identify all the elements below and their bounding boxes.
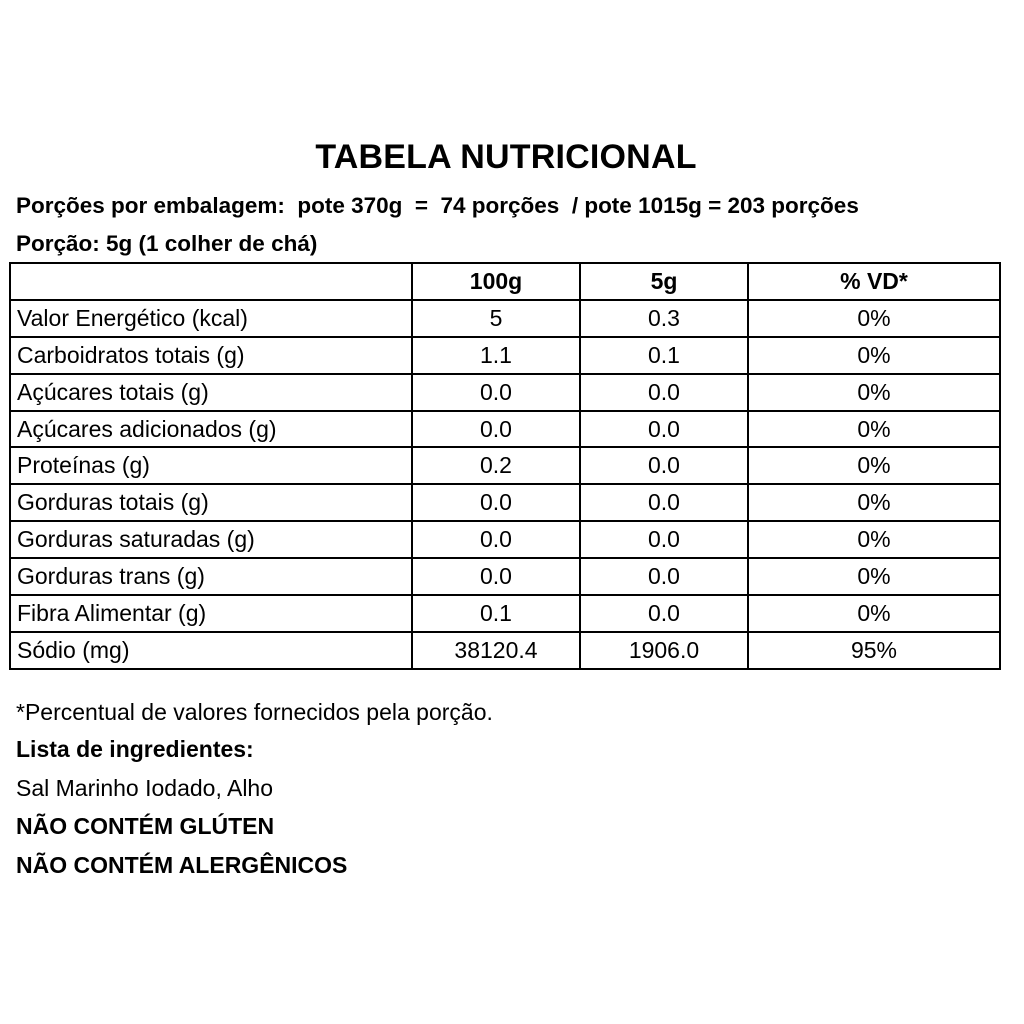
daily-value: 95% [748,632,1000,669]
daily-value-footnote: *Percentual de valores fornecidos pela porção. [16,699,493,725]
value-per-100g: 5 [412,300,580,337]
page-title: TABELA NUTRICIONAL [315,138,697,176]
nutrient-label: Proteínas (g) [10,447,412,484]
header-per-100g: 100g [412,263,580,300]
daily-value: 0% [748,337,1000,374]
nutrient-label: Carboidratos totais (g) [10,337,412,374]
value-per-5g: 0.0 [580,484,748,521]
value-per-5g: 0.1 [580,337,748,374]
daily-value: 0% [748,558,1000,595]
header-daily-value: % VD* [748,263,1000,300]
daily-value: 0% [748,374,1000,411]
table-row [10,447,1000,484]
nutrient-label: Açúcares totais (g) [10,374,412,411]
nutrient-label: Gorduras totais (g) [10,484,412,521]
nutrient-label: Sódio (mg) [10,632,412,669]
table-row [10,337,1000,374]
ingredients-list: Sal Marinho Iodado, Alho [16,775,274,801]
nutrient-label: Fibra Alimentar (g) [10,595,412,632]
nutrient-label: Gorduras trans (g) [10,558,412,595]
daily-value: 0% [748,484,1000,521]
value-per-100g: 0.0 [412,411,580,448]
value-per-100g: 0.0 [412,484,580,521]
value-per-5g: 0.0 [580,558,748,595]
value-per-100g: 0.2 [412,447,580,484]
table-row [10,595,1000,632]
value-per-5g: 1906.0 [580,632,748,669]
nutrition-table [9,262,1001,670]
value-per-5g: 0.0 [580,447,748,484]
servings-per-package: Porções por embalagem: pote 370g = 74 porções / pote 1015g = 203 porções [16,193,859,218]
value-per-100g: 1.1 [412,337,580,374]
value-per-5g: 0.0 [580,521,748,558]
daily-value: 0% [748,521,1000,558]
value-per-5g: 0.3 [580,300,748,337]
nutrient-label: Gorduras saturadas (g) [10,521,412,558]
table-header-row [10,263,1000,300]
table-row [10,484,1000,521]
daily-value: 0% [748,447,1000,484]
header-per-5g: 5g [580,263,748,300]
value-per-100g: 0.0 [412,521,580,558]
header-nutrient [10,263,412,300]
table-row [10,558,1000,595]
daily-value: 0% [748,595,1000,632]
table-row [10,374,1000,411]
value-per-5g: 0.0 [580,595,748,632]
value-per-100g: 0.0 [412,374,580,411]
allergen-warning: NÃO CONTÉM ALERGÊNICOS [16,852,348,878]
nutrient-label: Valor Energético (kcal) [10,300,412,337]
daily-value: 0% [748,411,1000,448]
table-row [10,521,1000,558]
table-row [10,632,1000,669]
table-row [10,411,1000,448]
nutrient-label: Açúcares adicionados (g) [10,411,412,448]
value-per-100g: 0.0 [412,558,580,595]
value-per-5g: 0.0 [580,411,748,448]
daily-value: 0% [748,300,1000,337]
value-per-5g: 0.0 [580,374,748,411]
value-per-100g: 38120.4 [412,632,580,669]
table-row [10,300,1000,337]
gluten-warning: NÃO CONTÉM GLÚTEN [16,813,275,839]
portion-size: Porção: 5g (1 colher de chá) [16,231,318,256]
value-per-100g: 0.1 [412,595,580,632]
ingredients-title: Lista de ingredientes: [16,736,254,762]
